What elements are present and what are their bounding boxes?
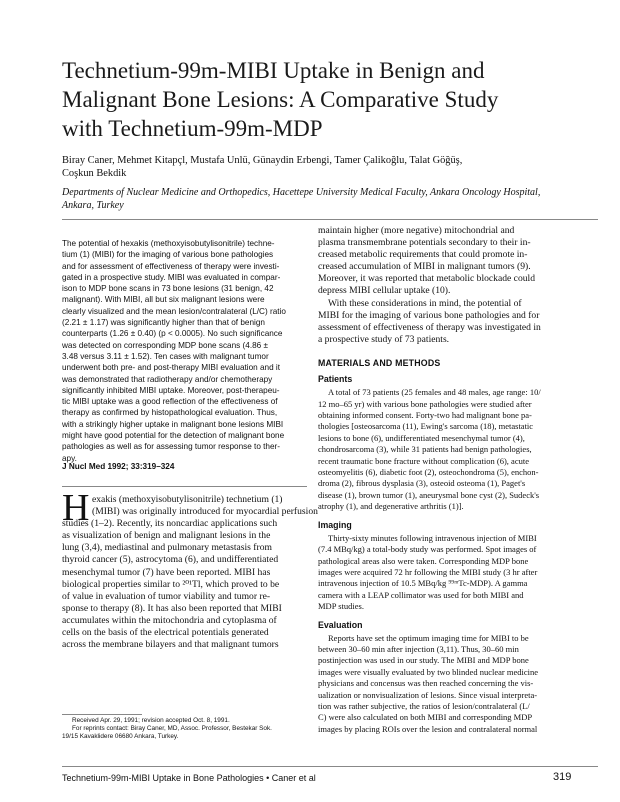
text-line: physicians and concensus was then reached concerning the vis-: [318, 678, 534, 689]
author-line: Coşkun Bekdik: [62, 168, 127, 179]
text-line: images were visually evaluated by two blinded nuclear medicine: [318, 666, 538, 677]
text-line: was demonstrated that radiotherapy and/or chemotherapy: [62, 374, 273, 384]
affiliation: [62, 186, 582, 212]
introduction-continued: [318, 225, 600, 346]
text-line: of value in evaluation of tumor viability and tumor re-: [62, 590, 271, 602]
text-line: (2.21 ± 1.17) was significantly higher than that of benign: [62, 318, 265, 328]
text-line: as visualization of benign and malignant lesions in the: [62, 530, 271, 542]
text-line: tium (1) (MIBI) for the imaging of various bone pathologies: [62, 250, 274, 260]
text-line: recent traumatic bone fracture without complication (6), acute: [318, 455, 529, 466]
evaluation-text: [318, 633, 600, 736]
text-line: obtaining informed consent. Forty-two had malignant bone pa-: [318, 409, 532, 420]
text-line: The potential of hexakis (methoxyisobutylisonitrile) techne-: [62, 239, 275, 248]
text-line: With these considerations in mind, the potential of: [328, 297, 522, 309]
text-line: maintain higher (more negative) mitochondrial and: [318, 225, 515, 236]
text-line: tic MIBI uptake was a good reflection of the effectiveness of: [62, 397, 278, 407]
text-line: A total of 73 patients (25 females and 48 males, age range: 10/: [328, 387, 541, 398]
text-line: sponse to therapy (8). It has also been reported that MIBI: [62, 602, 282, 614]
text-line: 19/15 Kavaklidere 06680 Ankara, Turkey.: [62, 733, 179, 741]
text-line: pathological areas also were taken. Corresponding MDP bone: [318, 555, 529, 566]
text-line: exakis (methoxyisobutylisonitrile) technetium (1): [92, 494, 283, 505]
text-line: assessment of effectiveness of therapy was investigated in: [318, 321, 541, 333]
affiliation-line: Ankara, Turkey: [62, 200, 124, 211]
text-line: creased accumulation of MIBI in malignant tumors (9).: [318, 261, 531, 273]
text-line: lesions to bone (6), undifferentiated mesenchymal tumor (4),: [318, 432, 525, 443]
title-line: Technetium-99m-MIBI Uptake in Benign and: [62, 58, 485, 83]
text-line: droma (2), fibrous dysplasia (3), osteoid osteoma (1), Paget's: [318, 478, 526, 489]
text-line: studies (1–2). Recently, its noncardiac applications such: [62, 518, 278, 530]
text-line: creased metabolic requirements that could promote in-: [318, 249, 528, 261]
text-line: ison to MDP bone scans in 73 bone lesions (31 benign, 42: [62, 284, 274, 294]
text-line: MDP studies.: [318, 601, 364, 612]
text-line: depress MIBI cellular uptake (10).: [318, 285, 451, 297]
affiliation-line: Departments of Nuclear Medicine and Orthopedics, Hacettepe University Medical Faculty, Ankara Oncology Hospital,: [62, 187, 541, 198]
running-footer: Technetium-99m-MIBI Uptake in Bone Pathologies • Caner et al: [62, 773, 316, 783]
text-line: lung (3,4), mediastinal and pulmonary metastasis from: [62, 542, 272, 554]
journal-citation: J Nucl Med 1992; 33:319–324: [62, 462, 175, 471]
text-line: significantly inhibited MIBI uptake. Moreover, post-therapeu-: [62, 385, 280, 395]
text-line: accumulates within the mitochondria and cytoplasma of: [62, 614, 277, 626]
text-line: Received Apr. 29, 1991; revision accepted Oct. 8, 1991.: [72, 717, 230, 724]
footer-divider: [62, 766, 598, 767]
text-line: tion was rather subjective, the ratios of lesion/contralateral (L/: [318, 701, 530, 712]
text-line: between 30–60 min after injection (3,11). Thus, 30–60 min: [318, 644, 519, 655]
subsection-heading-imaging: Imaging: [318, 519, 352, 530]
text-line: apy.: [62, 453, 77, 463]
text-line: with a strikingly higher uptake in malignant bone lesions MIBI: [62, 419, 284, 429]
section-heading: MATERIALS AND METHODS: [318, 357, 441, 368]
text-line: images by placing ROIs over the lesion and contralateral normal: [318, 723, 538, 734]
text-line: a prospective study of 73 patients.: [318, 333, 450, 345]
imaging-text: [318, 533, 600, 613]
title-line: Malignant Bone Lesions: A Comparative Study: [62, 87, 499, 112]
text-line: Moreover, it was reported that metabolic blockade could: [318, 273, 535, 285]
text-line: and for assessment of effectiveness of therapy were investi-: [62, 261, 280, 271]
subsection-heading-patients: Patients: [318, 374, 353, 385]
text-line: For reprints contact: Biray Caner, MD, Assoc. Professor, Bestekar Sok.: [72, 725, 272, 733]
text-line: was detected on corresponding MDP bone scans (4.86 ±: [62, 340, 268, 350]
text-line: thologies [osteosarcoma (11), Ewing's sarcoma (18), metastatic: [318, 421, 534, 432]
text-line: pathologies as well as for assessing tumor response to ther-: [62, 442, 280, 452]
text-line: camera with a LEAP collimator was used for both MIBI and: [318, 589, 524, 600]
text-line: 12 mo–65 yr) with various bone pathologies were studied after: [318, 398, 532, 409]
text-line: osteomyelitis (6), diabetic foot (2), osteochondroma (5), enchon-: [318, 466, 539, 477]
text-line: thyroid cancer (5), astrocytoma (6), and undifferentiated: [62, 554, 279, 566]
text-line: images were acquired 72 hr following the MIBI study (3 hr after: [318, 566, 538, 577]
text-line: mesenchymal tumor (7) have been reported. MIBI has: [62, 566, 271, 578]
text-line: Thirty-sixty minutes following intravenous injection of MIBI: [328, 532, 537, 543]
header-divider: [62, 219, 598, 220]
title-line: with Technetium-99m-MDP: [62, 116, 323, 141]
text-line: malignant). With MIBI, all but six malignant lesions were: [62, 295, 265, 305]
text-line: cells on the basis of the electrical potentials generated: [62, 627, 269, 639]
text-line: C) were also calculated on both MIBI and corresponding MDP: [318, 712, 533, 723]
author-line: Biray Caner, Mehmet Kitapçl, Mustafa Unlü, Günaydin Erbengi, Tamer Çalikoğlu, Talat Göğüş,: [62, 155, 463, 166]
text-line: counterparts (1.26 ± 0.40) (p < 0.0005). No such significance: [62, 329, 283, 339]
text-line: (MIBI) was originally introduced for myocardial perfusion: [92, 506, 318, 518]
text-line: 3.48 versus 3.11 ± 1.52). Ten cases with malignant tumor: [62, 351, 269, 361]
drop-cap: H: [62, 487, 90, 529]
text-line: atrophy (1), and degenerative arthritis (1)].: [318, 501, 464, 512]
text-line: across the membrane bilayers and that malignant tumors: [62, 639, 279, 651]
footnote-divider: [62, 714, 142, 715]
article-title: [62, 56, 582, 143]
text-line: intravenous injection of 10.5 MBq/kg ⁹⁹ᵐTc-MDP). A gamma: [318, 578, 528, 589]
text-line: chondrosarcoma (3), while 31 patients had benign pathologies,: [318, 444, 532, 455]
text-line: gated in a prospective study. MIBI was evaluated in compar-: [62, 272, 281, 282]
right-column: [318, 225, 600, 735]
abstract: [62, 238, 307, 464]
text-line: (7.4 MBq/kg) a total-body study was performed. Spot images of: [318, 544, 537, 555]
footnotes: [62, 717, 310, 741]
text-line: underwent both pre- and post-therapy MIBI evaluation and it: [62, 363, 281, 373]
subsection-heading-evaluation: Evaluation: [318, 619, 363, 630]
text-line: might have good potential for the detection of malignant bone: [62, 431, 285, 441]
text-line: plasma transmembrane potentials secondary to their in-: [318, 237, 531, 249]
abstract-divider: [62, 486, 307, 487]
patients-text: [318, 387, 600, 512]
text-line: therapy as confirmed by histopathological evaluation. Thus,: [62, 408, 278, 418]
text-line: MIBI for the imaging of various bone pathologies and for: [318, 309, 540, 321]
text-line: postinjection was used in our study. The MIBI and MDP bone: [318, 655, 529, 666]
text-line: disease (1), brown tumor (1), aneurysmal bone cyst (2), Sudeck's: [318, 489, 540, 500]
text-line: biological properties similar to ²⁰¹Tl, which proved to be: [62, 578, 280, 590]
page-number: 319: [553, 771, 572, 783]
introduction-text: [62, 494, 318, 651]
text-line: ualization or nonvisualization of lesions. Since visual interpreta-: [318, 689, 538, 700]
author-list: [62, 154, 562, 180]
text-line: Reports have set the optimum imaging time for MIBI to be: [328, 632, 529, 643]
text-line: clearly visualized and the mean lesion/contralateral (L/C) ratio: [62, 306, 286, 316]
